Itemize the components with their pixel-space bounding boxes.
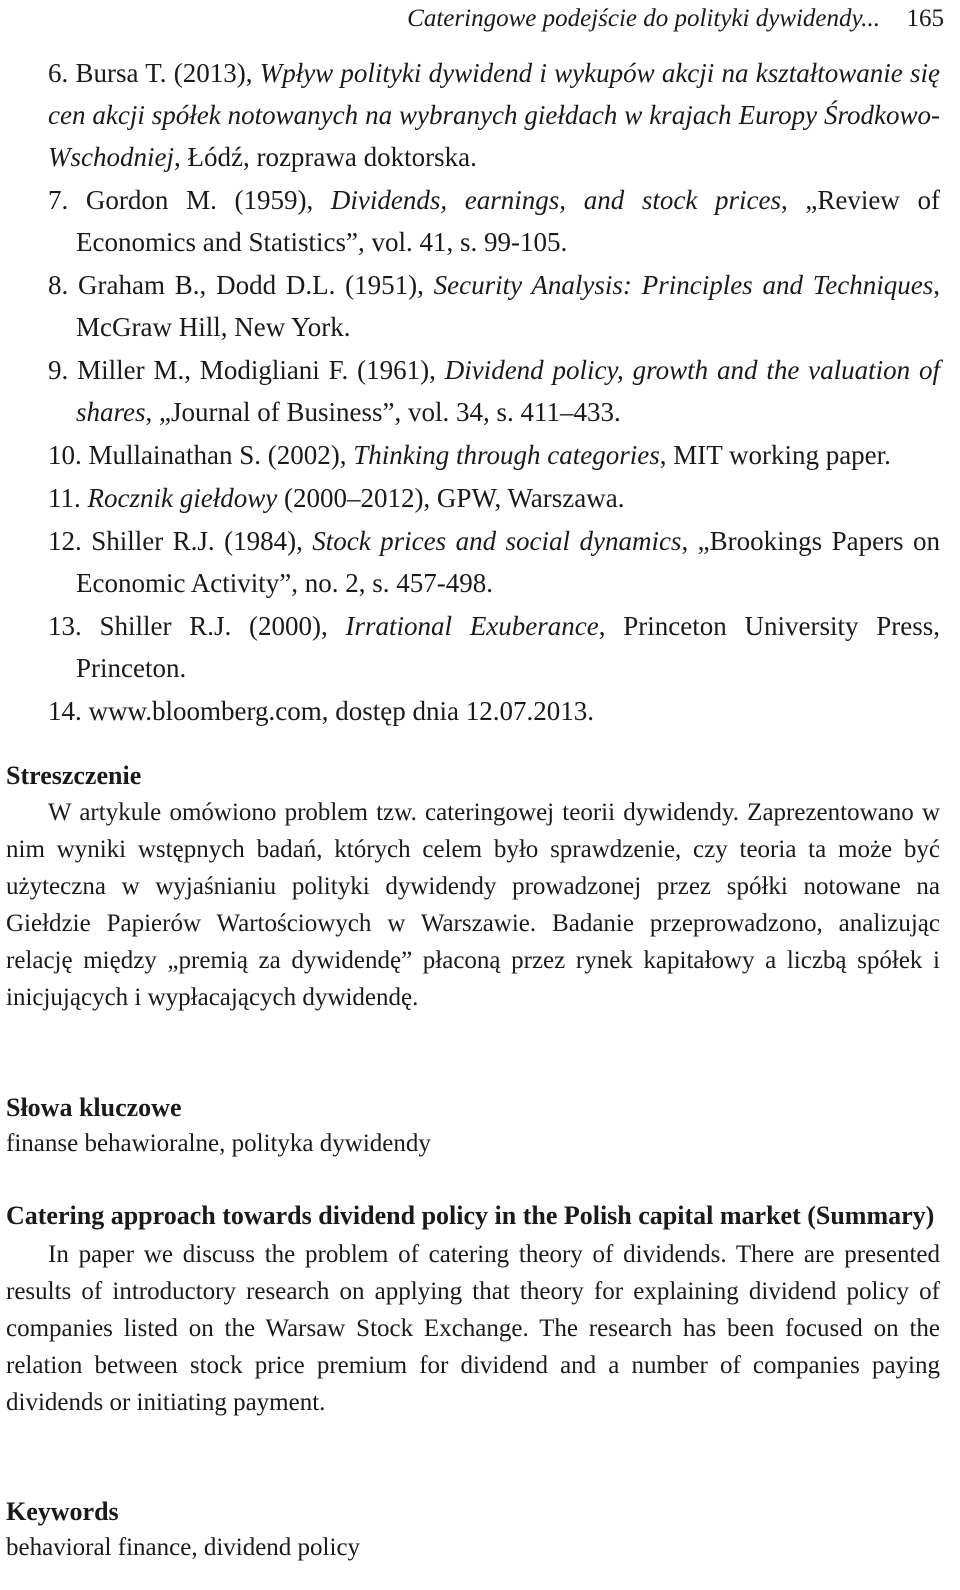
reference-number: 13. [48,611,82,641]
reference-authors: Graham B., Dodd D.L. (1951), [78,270,434,300]
reference-title: Dividend policy, growth and the valuation of shares [76,355,941,427]
reference-authors: Gordon M. (1959), [85,185,331,215]
page-number: 165 [906,5,944,32]
reference-title: Wpływ polityki dywidend i wykupów akcji na kształtowanie się cen akcji spółek notowanych na wybranych giełdach w krajach Europy Środkowo-Wschodniej [48,58,941,172]
reference-source: , McGraw Hill, New York. [76,270,941,342]
keywords-heading: Keywords [6,1497,119,1526]
reference-title: Dividends, earnings, and stock prices [330,185,781,215]
reference-title: Irrational Exuberance [345,611,599,641]
summary-heading: Catering approach towards dividend policy in the Polish capital market (Summary) [6,1201,935,1230]
reference-source: , Łódź, rozprawa doktorska. [173,142,477,172]
reference-source: (2000–2012), GPW, Warszawa. [277,483,625,513]
streszczenie-text: W artykule omówiono problem tzw. cateringowej teorii dywidendy. Zaprezentowano w nim wyniki wstępnych badań, których celem było sprawdzenie, czy teoria ta może być użyteczna w wyjaśnianiu polityki dywidendy prowadzonej przez spółki notowane na Giełdzie Papierów Wartościowych w Warszawie. Badanie przeprowadzono, analizując relację między „premią za dywidendę” płaconą przez rynek kapitałowy a liczbą spółek i inicjujących i wypłacających dywidendę. [6,799,940,1011]
reference-number: 9. [48,355,69,385]
reference-title: Rocznik giełdowy [87,483,278,513]
reference-number: 12. [48,526,82,556]
reference-item [48,690,940,732]
summary-section [6,1196,940,1421]
reference-authors: Bursa T. (2013), [75,58,260,88]
keywords-text: behavioral finance, dividend policy [6,1534,361,1561]
summary-text: In paper we discuss the problem of catering theory of dividends. There are presented results of introductory research on applying that theory for explaining dividend policy of companies listed on the Warsaw Stock Exchange. The research has been focused on the relation between stock price premium for dividend and a number of companies paying dividends or initiating payment. [6,1241,940,1416]
reference-authors: Mullainathan S. (2002), [88,440,354,470]
reference-list [48,52,940,733]
reference-authors: Miller M., Modigliani F. (1961), [77,355,445,385]
reference-item [48,264,940,348]
reference-item [48,605,940,689]
keywords-section [6,1494,940,1566]
reference-number: 10. [48,440,82,470]
running-title: Cateringowe podejście do polityki dywidendy... [407,5,880,32]
running-header [0,2,944,36]
reference-source: , Princeton University Press, Princeton. [76,611,941,683]
reference-item [48,434,940,476]
reference-item [48,52,940,178]
reference-title: Stock prices and social dynamics [312,526,682,556]
reference-source: , „Review of Economics and Statistics”, vol. 41, s. 99-105. [76,185,941,257]
streszczenie-section [6,758,940,1016]
reference-number: 7. [48,185,69,215]
slowa-kluczowe-text: finanse behawioralne, polityka dywidendy [6,1130,431,1157]
reference-item [48,477,940,519]
reference-title: Security Analysis: Principles and Techniques [433,270,934,300]
reference-number: 14. [48,696,82,726]
reference-item [48,520,940,604]
reference-number: 11. [48,483,81,513]
reference-item [48,179,940,263]
reference-number: 8. [48,270,69,300]
reference-source: , „Journal of Business”, vol. 34, s. 411–433. [145,397,621,427]
reference-source: , MIT working paper. [659,440,891,470]
reference-source: , „Brookings Papers on Economic Activity”, no. 2, s. 457-498. [76,526,940,598]
reference-authors: Shiller R.J. (2000), [99,611,346,641]
reference-title: Thinking through categories [353,440,660,470]
streszczenie-heading: Streszczenie [6,761,142,790]
slowa-kluczowe-section [6,1090,940,1162]
reference-number: 6. [48,58,69,88]
slowa-kluczowe-heading: Słowa kluczowe [6,1093,182,1122]
reference-authors: Shiller R.J. (1984), [91,526,313,556]
reference-authors: www.bloomberg.com, dostęp dnia 12.07.2013. [88,696,594,726]
reference-item [48,349,940,433]
